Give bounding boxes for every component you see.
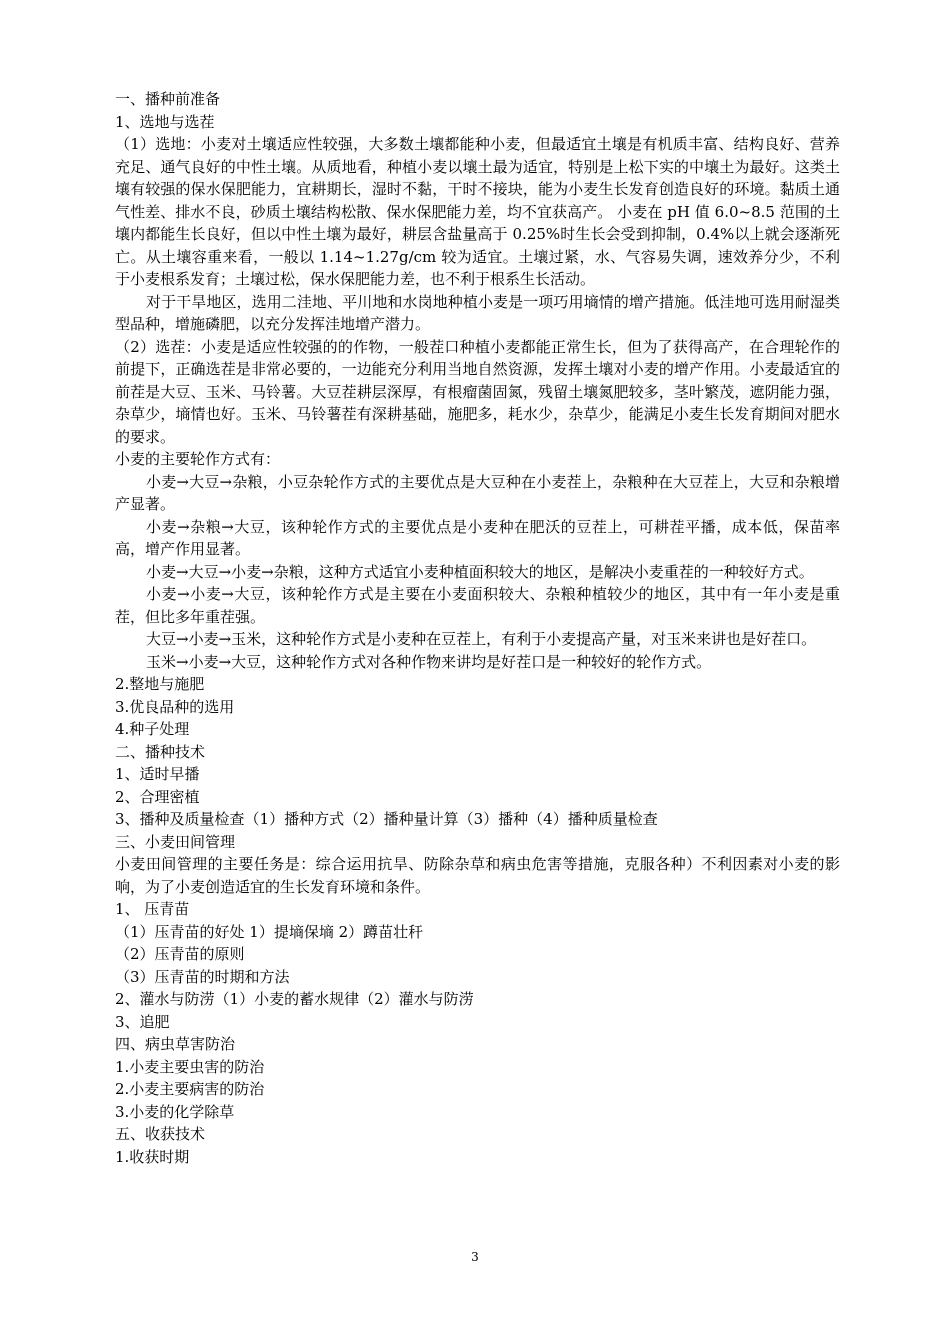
paragraph-site-selection: （1）选地：小麦对土壤适应性较强，大多数土壤都能种小麦，但最适宜土壤是有机质丰富、结构良好、营养充足、通气良好的中性土壤。从质地看，种植小麦以壤土最为适宜，特别是上松下实的中壤土为最好。这类土壤有较强的保水保肥能力，宜耕期长，湿时不黏，干时不接块，能为小麦生长发育创造良好的环境。黏质土通气性差、排水不良，砂质土壤结构松散、保水保肥能力差，均不宜获高产。 小麦在 pH 值 6.0~8.5 范围的土壤内都能生长良好，但以中性土壤为最好，耕层含盐量高于 0.25%时生长会受到抑制，0.4%以上就会逐渐死亡。从土壤容重来看，一般以 1.14~1.27g/cm 较为适宜。土壤过紧，水、气容易失调，速效养分少，不利于小麦根系发育；土壤过松，保水保肥能力差，也不利于根系生长活动。 xyxy=(115,135,840,288)
section-heading-4: 四、病虫草害防治 xyxy=(115,1035,236,1053)
outline-item: （1）压青苗的好处 1）提墒保墒 2）蹲苗壮秆 xyxy=(115,922,424,941)
rotation-item: 小麦→小麦→大豆，该种轮作方式是主要在小麦面积较大、杂粮种植较少的地区，其中有一年小麦是重茬，但比多年重茬强。 xyxy=(115,585,840,626)
paragraph-field-management: 小麦田间管理的主要任务是：综合运用抗旱、防除杂草和病虫危害等措施，克服各种）不利因素对小麦的影响，为了小麦创造适宜的生长发育环境和条件。 xyxy=(115,855,840,896)
paragraph-dry-region: 对于干旱地区，选用二洼地、平川地和水岗地种植小麦是一项巧用墒情的增产措施。低洼地可选用耐湿类型品种，增施磷肥，以充分发挥洼地增产潜力。 xyxy=(115,292,840,333)
section-heading-1: 一、播种前准备 xyxy=(115,90,221,108)
section-heading-2: 二、播种技术 xyxy=(115,742,206,761)
outline-item: 2.整地与施肥 xyxy=(115,675,205,693)
outline-item: （3）压青苗的时期和方法 xyxy=(115,967,290,986)
rotation-item: 小麦→大豆→小麦→杂粮，这种方式适宜小麦种植面积较大的地区，是解决小麦重茬的一种较好方式。 xyxy=(146,562,814,581)
rotation-intro: 小麦的主要轮作方式有： xyxy=(115,450,281,468)
outline-item: 3.优良品种的选用 xyxy=(115,697,235,716)
outline-item: 1.小麦主要虫害的防治 xyxy=(115,1057,265,1076)
outline-item: 3.小麦的化学除草 xyxy=(115,1102,235,1121)
outline-item: 4.种子处理 xyxy=(115,720,190,738)
outline-item: 1.收获时期 xyxy=(115,1147,190,1166)
subsection-heading: 1、选地与选茬 xyxy=(115,112,215,131)
outline-item: 3、追肥 xyxy=(115,1012,170,1031)
rotation-item: 小麦→杂粮→大豆，该种轮作方式的主要优点是小麦种在肥沃的豆茬上，可耕茬平播，成本低，保苗率高，增产作用显著。 xyxy=(115,517,840,558)
paragraph-stubble-selection: （2）选茬：小麦是适应性较强的的作物，一般茬口种植小麦都能正常生长，但为了获得高产，在合理轮作的前提下，正确选茬是非常必要的，一边能充分利用当地自然资源，发挥土壤对小麦的增产作用。小麦最适宜的前茬是大豆、玉米、马铃薯。大豆茬耕层深厚，有根瘤菌固氮，残留土壤氮肥较多，茎叶繁茂，遮阴能力强，杂草少，墒情也好。玉米、马铃薯茬有深耕基础，施肥多，耗水少，杂草少，能满足小麦生长发育期间对肥水的要求。 xyxy=(115,337,840,446)
section-heading-5: 五、收获技术 xyxy=(115,1125,206,1143)
outline-item: 1、适时早播 xyxy=(115,765,200,783)
document-body xyxy=(115,88,840,1168)
page-number: 3 xyxy=(471,1250,479,1264)
outline-item: （2）压青苗的原则 xyxy=(115,945,245,963)
outline-item: 1、 压青苗 xyxy=(115,900,190,918)
outline-item: 2.小麦主要病害的防治 xyxy=(115,1080,265,1098)
outline-item: 2、合理密植 xyxy=(115,787,200,806)
outline-item: 3、播种及质量检查（1）播种方式（2）播种量计算（3）播种（4）播种质量检查 xyxy=(115,810,658,828)
rotation-item: 玉米→小麦→大豆，这种轮作方式对各种作物来讲均是好茬口是一种较好的轮作方式。 xyxy=(146,652,712,671)
rotation-item: 小麦→大豆→杂粮，小豆杂轮作方式的主要优点是大豆种在小麦茬上，杂粮种在大豆茬上，大豆和杂粮增产显著。 xyxy=(115,472,840,513)
rotation-item: 大豆→小麦→玉米，这种轮作方式是小麦种在豆茬上，有利于小麦提高产量，对玉米来讲也是好茬口。 xyxy=(146,630,817,648)
outline-item: 2、灌水与防涝（1）小麦的蓄水规律（2）灌水与防涝 xyxy=(115,990,474,1008)
section-heading-3: 三、小麦田间管理 xyxy=(115,832,236,851)
